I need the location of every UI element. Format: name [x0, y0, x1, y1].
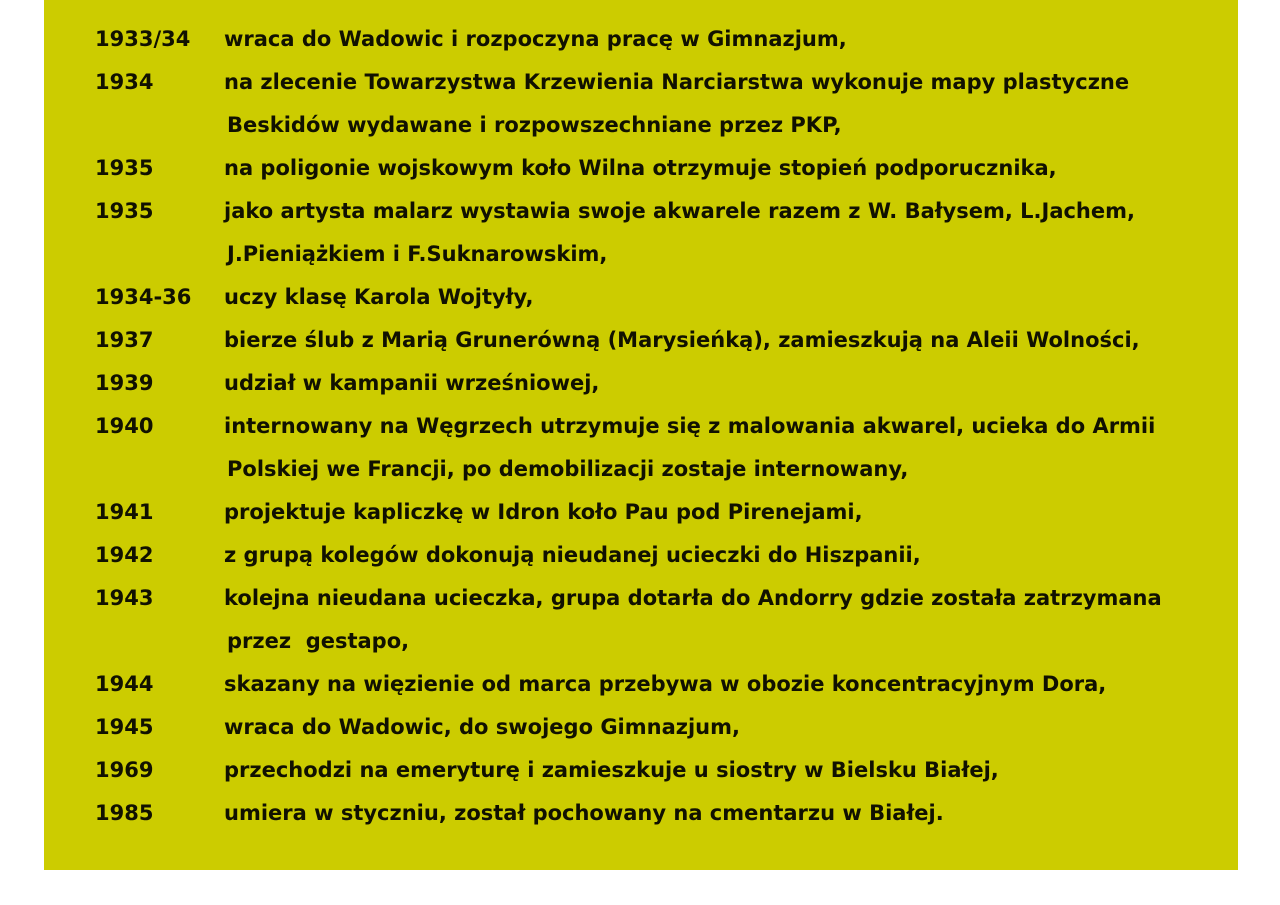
entry-text-continued: przez gestapo,	[227, 629, 410, 653]
entry-year: 1933/34	[95, 27, 191, 51]
entry-year: 1937	[95, 328, 154, 352]
timeline-entry	[95, 792, 1162, 835]
entry-text: projektuje kapliczkę w Idron koło Pau pod Pirenejami,	[224, 500, 863, 524]
entry-text-continued: Beskidów wydawane i rozpowszechniane przez PKP,	[227, 113, 842, 137]
entry-year: 1939	[95, 371, 154, 395]
entry-year: 1943	[95, 586, 154, 610]
entry-text: kolejna nieudana ucieczka, grupa dotarła do Andorry gdzie została zatrzymana	[224, 586, 1162, 610]
entry-text: uczy klasę Karola Wojtyły,	[224, 285, 534, 309]
entry-year: 1935	[95, 156, 154, 180]
timeline-entry	[95, 190, 1162, 276]
timeline-entry	[95, 61, 1162, 147]
timeline-list	[95, 18, 1162, 835]
entry-year: 1935	[95, 199, 154, 223]
timeline-entry	[95, 749, 1162, 792]
entry-text: internowany na Węgrzech utrzymuje się z malowania akwarel, ucieka do Armii	[224, 414, 1156, 438]
timeline-entry	[95, 491, 1162, 534]
entry-year: 1945	[95, 715, 154, 739]
timeline-entry	[95, 577, 1162, 663]
timeline-entry	[95, 319, 1162, 362]
entry-text: udział w kampanii wrześniowej,	[224, 371, 600, 395]
timeline-entry	[95, 663, 1162, 706]
timeline-entry	[95, 362, 1162, 405]
timeline-entry	[95, 534, 1162, 577]
entry-text: przechodzi na emeryturę i zamieszkuje u siostry w Bielsku Białej,	[224, 758, 999, 782]
timeline-entry	[95, 18, 1162, 61]
entry-text-continued: J.Pieniążkiem i F.Suknarowskim,	[227, 242, 608, 266]
entry-text: bierze ślub z Marią Grunerówną (Marysieńką), zamieszkują na Aleii Wolności,	[224, 328, 1140, 352]
entry-text: umiera w styczniu, został pochowany na cmentarzu w Białej.	[224, 801, 944, 825]
document-page	[44, 0, 1238, 870]
timeline-entry	[95, 147, 1162, 190]
entry-year: 1969	[95, 758, 154, 782]
entry-year: 1934-36	[95, 285, 192, 309]
entry-year: 1942	[95, 543, 154, 567]
entry-text: z grupą kolegów dokonują nieudanej ucieczki do Hiszpanii,	[224, 543, 921, 567]
entry-text: skazany na więzienie od marca przebywa w obozie koncentracyjnym Dora,	[224, 672, 1107, 696]
entry-text: jako artysta malarz wystawia swoje akwarele razem z W. Bałysem, L.Jachem,	[224, 199, 1135, 223]
entry-text: wraca do Wadowic i rozpoczyna pracę w Gimnazjum,	[224, 27, 847, 51]
timeline-entry	[95, 706, 1162, 749]
entry-year: 1985	[95, 801, 154, 825]
entry-text: wraca do Wadowic, do swojego Gimnazjum,	[224, 715, 740, 739]
entry-year: 1934	[95, 70, 154, 94]
timeline-entry	[95, 276, 1162, 319]
entry-year: 1940	[95, 414, 154, 438]
entry-text-continued: Polskiej we Francji, po demobilizacji zostaje internowany,	[227, 457, 909, 481]
entry-year: 1944	[95, 672, 154, 696]
entry-year: 1941	[95, 500, 154, 524]
timeline-entry	[95, 405, 1162, 491]
entry-text: na poligonie wojskowym koło Wilna otrzymuje stopień podporucznika,	[224, 156, 1057, 180]
entry-text: na zlecenie Towarzystwa Krzewienia Narciarstwa wykonuje mapy plastyczne	[224, 70, 1130, 94]
